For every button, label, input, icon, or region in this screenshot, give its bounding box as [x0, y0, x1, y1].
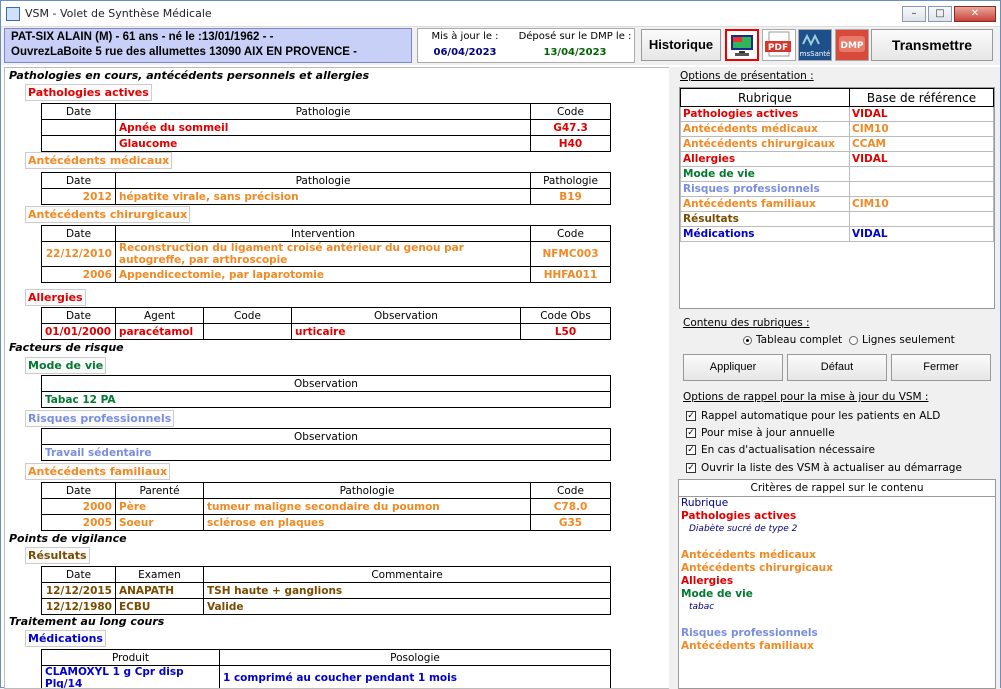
- col-code: Code: [531, 104, 611, 120]
- mssante-icon-text: msSanté: [800, 50, 831, 58]
- col-date: Date: [42, 567, 116, 583]
- radio-label: Tableau complet: [756, 334, 842, 346]
- col-produit: Produit: [42, 650, 220, 666]
- rubrique-row[interactable]: Mode de vie: [681, 167, 994, 182]
- check-mise-a-jour-annuelle[interactable]: [686, 427, 835, 439]
- radio-lignes-seulement[interactable]: [849, 334, 955, 346]
- options-panel: [677, 67, 1000, 689]
- col-posologie: Posologie: [220, 650, 611, 666]
- criteres-header: Critères de rappel sur le contenu: [679, 480, 995, 497]
- table-risques-professionnels: [41, 428, 611, 461]
- table-row[interactable]: Travail sédentaire: [42, 445, 611, 461]
- col-parente: Parenté: [116, 483, 204, 499]
- checkbox: ✓: [686, 463, 696, 473]
- table-row[interactable]: Glaucome H40: [42, 136, 611, 152]
- col-date: Date: [42, 173, 116, 189]
- radio-tableau-complet[interactable]: [743, 334, 842, 346]
- table-antecedents-familiaux: [41, 482, 611, 531]
- pdf-icon-text: PDF: [768, 43, 788, 53]
- monitor-icon: [727, 31, 757, 59]
- checkbox: ✓: [686, 411, 696, 421]
- rubrique-row[interactable]: Risques professionnels: [681, 182, 994, 197]
- patient-banner: [4, 28, 412, 63]
- close-button[interactable]: ✕: [954, 6, 996, 22]
- pdf-icon: [763, 30, 795, 60]
- crit-allergies[interactable]: Allergies: [679, 575, 995, 588]
- table-row[interactable]: Tabac 12 PA: [42, 392, 611, 408]
- label-resultats: Résultats: [25, 547, 90, 564]
- table-row[interactable]: 2005 Soeur sclérose en plaques G35: [42, 515, 611, 531]
- table-antecedents-chirurgicaux: [41, 225, 611, 283]
- col-intervention: Intervention: [116, 226, 531, 242]
- transmettre-button[interactable]: Transmettre: [871, 29, 993, 61]
- check-ouvrir-liste[interactable]: [686, 462, 962, 474]
- table-medications: [41, 649, 611, 689]
- label-risques-professionnels: Risques professionnels: [25, 410, 174, 427]
- mssante-button[interactable]: [798, 29, 832, 61]
- col-date: Date: [42, 104, 116, 120]
- window-title: VSM - Volet de Synthèse Médicale: [25, 7, 212, 20]
- rubrique-row[interactable]: Allergies VIDAL: [681, 152, 994, 167]
- col-examen: Examen: [116, 567, 204, 583]
- crit-antecedents-familiaux[interactable]: Antécédents familiaux: [679, 640, 995, 653]
- col-code-obs: Code Obs: [521, 308, 611, 324]
- dmp-label: Déposé sur le DMP le :: [516, 31, 634, 42]
- section-facteurs-risque: Facteurs de risque: [9, 341, 124, 354]
- col-base-reference: Base de référence: [850, 89, 994, 107]
- patient-line-3: [11, 60, 405, 63]
- table-row[interactable]: 2006 Appendicectomie, par laparotomie HHFA011: [42, 267, 611, 283]
- historique-button[interactable]: Historique: [641, 29, 721, 61]
- label-antecedents-familiaux: Antécédents familiaux: [25, 463, 170, 480]
- label-antecedents-chirurgicaux: Antécédents chirurgicaux: [25, 206, 190, 223]
- table-row[interactable]: 01/01/2000 paracétamol urticaire L50: [42, 324, 611, 340]
- section-pathologies: Pathologies en cours, antécédents personnels et allergies: [9, 69, 369, 82]
- table-pathologies-actives: [41, 103, 611, 152]
- crit-pa-sub: Diabète sucré de type 2: [679, 523, 995, 536]
- table-row[interactable]: 2012 hépatite virale, sans précision B19: [42, 189, 611, 205]
- vsm-content-panel: [4, 67, 673, 689]
- label-allergies: Allergies: [25, 289, 86, 306]
- pdf-button[interactable]: [762, 29, 796, 61]
- check-label: Pour mise à jour annuelle: [701, 427, 835, 439]
- label-pathologies-actives: Pathologies actives: [25, 84, 152, 101]
- col-commentaire: Commentaire: [204, 567, 611, 583]
- col-observation: Observation: [42, 429, 611, 445]
- patient-line-2: OuvrezLaBoite 5 rue des allumettes 13090 AIX EN PROVENCE -: [11, 45, 405, 60]
- col-code: Code: [531, 483, 611, 499]
- crit-mode-de-vie[interactable]: Mode de vie: [679, 588, 995, 601]
- check-label: Rappel automatique pour les patients en ALD: [701, 410, 940, 422]
- table-row[interactable]: 22/12/2010 Reconstruction du ligament croisé antérieur du genou par autogreffe, par arthroscopie NFMC003: [42, 242, 611, 267]
- dmp-value: 13/04/2023: [516, 47, 634, 58]
- radio-label: Lignes seulement: [862, 334, 955, 346]
- rubriques-table: [679, 87, 995, 309]
- table-row[interactable]: 2000 Père tumeur maligne secondaire du poumon C78.0: [42, 499, 611, 515]
- rubrique-row[interactable]: Pathologies actives VIDAL: [681, 107, 994, 122]
- table-row[interactable]: Apnée du sommeil G47.3: [42, 120, 611, 136]
- header-bar: [1, 27, 1000, 65]
- table-mode-de-vie: [41, 375, 611, 408]
- fermer-button[interactable]: Fermer: [891, 354, 991, 381]
- check-actualisation[interactable]: [686, 444, 875, 456]
- content-scrollbar[interactable]: [669, 67, 677, 689]
- title-bar: [1, 1, 1000, 27]
- col-pathologie: Pathologie: [116, 173, 531, 189]
- table-row[interactable]: 12/12/1980 ECBU Valide: [42, 599, 611, 615]
- crit-antecedents-medicaux[interactable]: Antécédents médicaux: [679, 549, 995, 562]
- col-pathologie: Pathologie: [204, 483, 531, 499]
- rubrique-row[interactable]: Antécédents familiaux CIM10: [681, 197, 994, 212]
- radio-dot: [743, 336, 752, 345]
- criteres-panel: [678, 479, 996, 689]
- table-allergies: [41, 307, 611, 340]
- col-code: Code: [531, 226, 611, 242]
- rappel-label: Options de rappel pour la mise à jour du VSM :: [683, 391, 928, 403]
- dates-panel: [417, 28, 635, 63]
- mssante-icon: [799, 30, 831, 60]
- col-rubrique: Rubrique: [681, 89, 850, 107]
- rubrique-row[interactable]: Antécédents chirurgicaux CCAM: [681, 137, 994, 152]
- checkbox: ✓: [686, 428, 696, 438]
- rubrique-row[interactable]: Antécédents médicaux CIM10: [681, 122, 994, 137]
- check-rappel-ald[interactable]: [686, 410, 940, 422]
- section-points-vigilance: Points de vigilance: [9, 532, 127, 545]
- table-row[interactable]: 12/12/2015 ANAPATH TSH haute + ganglions: [42, 583, 611, 599]
- col-observation: Observation: [292, 308, 521, 324]
- crit-mv-sub: tabac: [679, 601, 995, 614]
- maj-label: Mis à jour le :: [426, 31, 504, 42]
- minimize-button[interactable]: –: [902, 6, 926, 22]
- col-code: Pathologie: [531, 173, 611, 189]
- app-icon: [6, 7, 20, 21]
- check-label: Ouvrir la liste des VSM à actualiser au démarrage: [701, 462, 962, 474]
- dmp-button[interactable]: [835, 29, 869, 61]
- label-medications: Médications: [25, 630, 106, 647]
- col-date: Date: [42, 308, 116, 324]
- screen-view-button[interactable]: [725, 29, 759, 61]
- maximize-button[interactable]: □: [928, 6, 952, 22]
- label-mode-de-vie: Mode de vie: [25, 357, 106, 374]
- col-date: Date: [42, 483, 116, 499]
- table-row[interactable]: CLAMOXYL 1 g Cpr disp Plq/14 1 comprimé au coucher pendant 1 mois: [42, 666, 611, 689]
- options-label: Options de présentation :: [680, 70, 814, 82]
- defaut-button[interactable]: Défaut: [787, 354, 887, 381]
- col-pathologie: Pathologie: [116, 104, 531, 120]
- col-observation: Observation: [42, 376, 611, 392]
- dmp-icon: [836, 30, 868, 60]
- checkbox: ✓: [686, 445, 696, 455]
- table-resultats: [41, 566, 611, 615]
- table-antecedents-medicaux: [41, 172, 611, 205]
- maj-value: 06/04/2023: [426, 47, 504, 58]
- appliquer-button[interactable]: Appliquer: [683, 354, 783, 381]
- rubrique-row[interactable]: Résultats: [681, 212, 994, 227]
- col-agent: Agent: [116, 308, 204, 324]
- crit-antecedents-chirurgicaux[interactable]: Antécédents chirurgicaux: [679, 562, 995, 575]
- radio-dot: [849, 336, 858, 345]
- rubrique-row[interactable]: Médications VIDAL: [681, 227, 994, 242]
- dmp-icon-text: DMP: [840, 41, 863, 51]
- check-label: En cas d'actualisation nécessaire: [701, 444, 875, 456]
- patient-line-1: PAT-SIX ALAIN (M) - 61 ans - né le :13/01/1962 - -: [11, 30, 405, 45]
- contenu-label: Contenu des rubriques :: [683, 317, 810, 329]
- label-antecedents-medicaux: Antécédents médicaux: [25, 152, 172, 169]
- section-traitement: Traitement au long cours: [9, 615, 164, 628]
- crit-pathologies-actives[interactable]: Pathologies actives: [679, 510, 995, 523]
- col-date: Date: [42, 226, 116, 242]
- col-code: Code: [204, 308, 292, 324]
- crit-risques-professionnels[interactable]: Risques professionnels: [679, 627, 995, 640]
- crit-rubrique: Rubrique: [679, 497, 995, 510]
